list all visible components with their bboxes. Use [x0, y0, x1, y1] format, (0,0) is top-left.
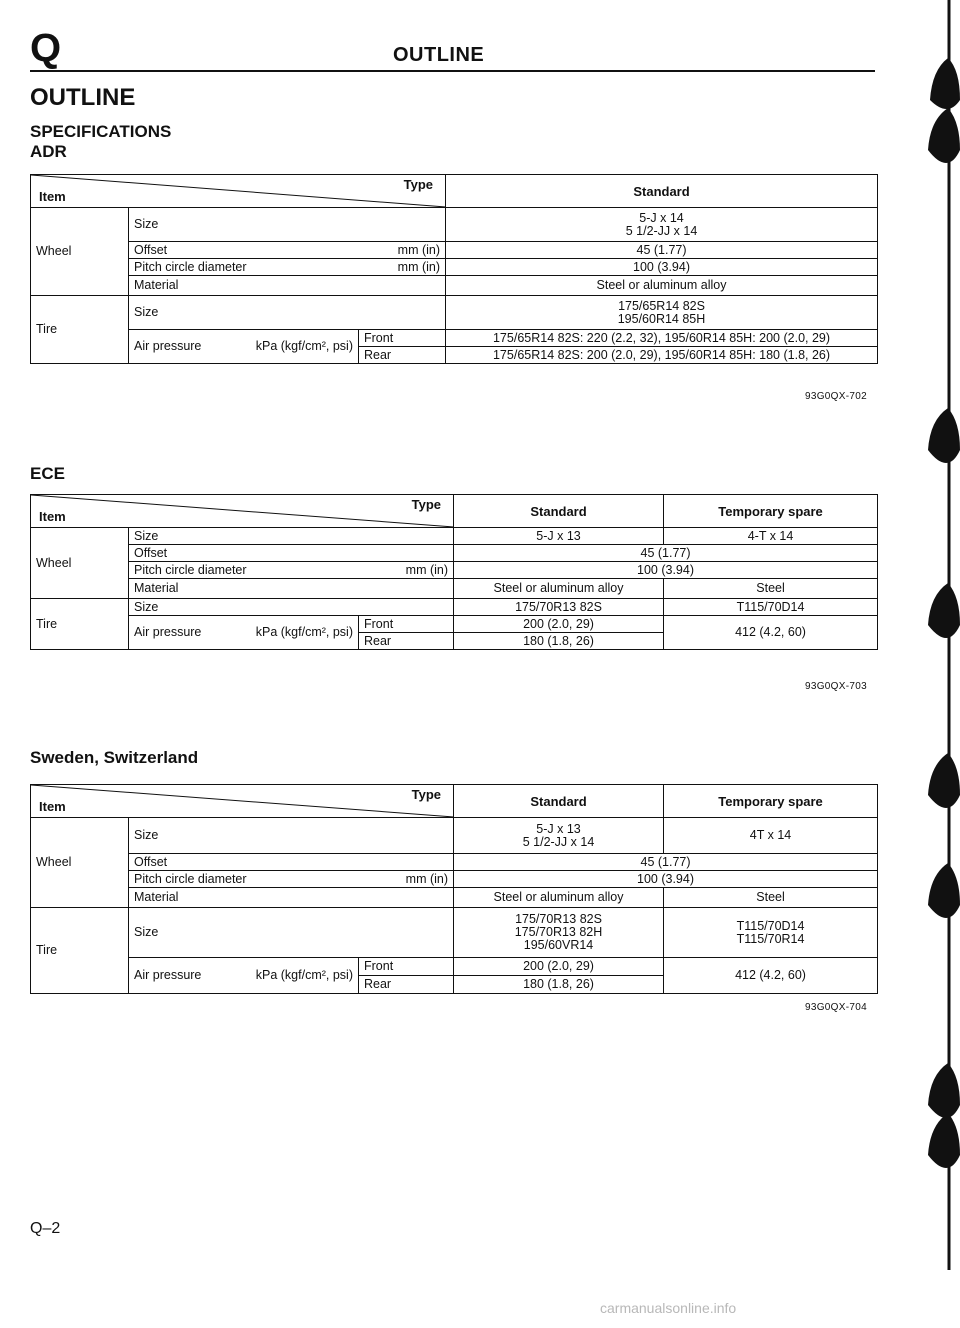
ece-front-pressure: 200 (2.0, 29) — [454, 616, 664, 633]
binder-tab-mark — [928, 753, 960, 808]
adr-offset-value: 45 (1.77) — [446, 242, 878, 259]
tire-size-label: Size — [129, 908, 454, 958]
standard-header: Standard — [454, 495, 664, 528]
adr-pcd-value: 100 (3.94) — [446, 259, 878, 276]
ece-spare-wheel-size-value: 4-T x 14 — [664, 528, 878, 545]
sw-pcd-value: 100 (3.94) — [454, 871, 878, 888]
material-label: Material — [129, 579, 454, 599]
front-label: Front — [359, 330, 446, 347]
binder-tab-mark — [928, 583, 960, 638]
rear-label: Rear — [359, 633, 454, 650]
item-type-header — [31, 495, 454, 528]
diagonal-divider — [31, 175, 446, 207]
item-label: Item — [39, 799, 66, 814]
material-label: Material — [129, 276, 446, 296]
sw-rear-pressure: 180 (1.8, 26) — [454, 976, 664, 994]
binder-tab-mark — [928, 1113, 960, 1168]
diagonal-divider — [31, 785, 454, 817]
ece-spare-pressure: 412 (4.2, 60) — [664, 616, 878, 650]
offset-label: Offset mm (in) — [129, 242, 446, 259]
section-letter: Q — [30, 26, 62, 70]
ece-figure-code: 93G0QX-703 — [805, 681, 867, 692]
sw-figure-code: 93G0QX-704 — [805, 1002, 867, 1013]
adr-figure-code: 93G0QX-702 — [805, 391, 867, 402]
temporary-spare-header: Temporary spare — [664, 495, 878, 528]
tire-size-label: Size — [129, 296, 446, 330]
binder-tab-mark — [930, 58, 960, 109]
sweden-switzerland-spec-table — [30, 784, 878, 994]
item-type-header — [31, 175, 446, 208]
offset-label: Offset — [129, 854, 454, 871]
page-number: Q–2 — [30, 1220, 61, 1237]
adr-material-value: Steel or aluminum alloy — [446, 276, 878, 296]
air-pressure-label: Air pressure kPa (kgf/cm², psi) — [129, 616, 359, 650]
item-label: Item — [39, 509, 66, 524]
ece-spec-table — [30, 494, 878, 650]
sw-front-pressure: 200 (2.0, 29) — [454, 958, 664, 976]
offset-label: Offset — [129, 545, 454, 562]
sw-wheel-size-value: 5-J x 13 5 1/2-JJ x 14 — [454, 818, 664, 854]
sw-spare-pressure: 412 (4.2, 60) — [664, 958, 878, 994]
sw-tire-size-value: 175/70R13 82S 175/70R13 82H 195/60VR14 — [454, 908, 664, 958]
ece-rear-pressure: 180 (1.8, 26) — [454, 633, 664, 650]
sw-spare-tire-size-value: T115/70D14 T115/70R14 — [664, 908, 878, 958]
rear-label: Rear — [359, 347, 446, 364]
wheel-group-label: Wheel — [31, 208, 129, 296]
type-label: Type — [411, 497, 442, 512]
front-label: Front — [359, 616, 454, 633]
material-label: Material — [129, 888, 454, 908]
wheel-size-label: Size — [129, 528, 454, 545]
header-rule — [30, 70, 875, 72]
footer-watermark: carmanualsonline.info — [600, 1300, 737, 1316]
ece-material-value: Steel or aluminum alloy — [454, 579, 664, 599]
ece-spare-material-value: Steel — [664, 579, 878, 599]
sw-offset-value: 45 (1.77) — [454, 854, 878, 871]
rear-label: Rear — [359, 976, 454, 994]
sw-material-value: Steel or aluminum alloy — [454, 888, 664, 908]
front-label: Front — [359, 958, 454, 976]
binder-tab-mark — [928, 408, 960, 463]
adr-tire-size-value: 175/65R14 82S 195/60R14 85H — [446, 296, 878, 330]
section-title: OUTLINE — [30, 84, 136, 111]
wheel-group-label: Wheel — [31, 818, 129, 908]
tire-group-label: Tire — [31, 296, 129, 364]
ece-pcd-value: 100 (3.94) — [454, 562, 878, 579]
temporary-spare-header: Temporary spare — [664, 785, 878, 818]
ece-offset-value: 45 (1.77) — [454, 545, 878, 562]
item-label: Item — [39, 189, 66, 204]
air-pressure-label: Air pressure kPa (kgf/cm², psi) — [129, 958, 359, 994]
tire-size-label: Size — [129, 599, 454, 616]
type-label: Type — [403, 177, 434, 192]
binder-tab-mark — [928, 1063, 960, 1118]
page-header-title: OUTLINE — [393, 44, 485, 66]
standard-header: Standard — [454, 785, 664, 818]
diagonal-divider — [31, 495, 454, 527]
sweden-switzerland-heading: Sweden, Switzerland — [30, 748, 199, 767]
pcd-label: Pitch circle diameter mm (in) — [129, 259, 446, 276]
adr-heading: ADR — [30, 142, 67, 161]
tire-group-label: Tire — [31, 908, 129, 994]
binder-tab-mark — [928, 863, 960, 918]
adr-front-pressure: 175/65R14 82S: 220 (2.2, 32), 195/60R14 85H: 200 (2.0, 29) — [446, 330, 878, 347]
type-label: Type — [411, 787, 442, 802]
wheel-size-label: Size — [129, 818, 454, 854]
adr-rear-pressure: 175/65R14 82S: 200 (2.0, 29), 195/60R14 85H: 180 (1.8, 26) — [446, 347, 878, 364]
sw-spare-wheel-size-value: 4T x 14 — [664, 818, 878, 854]
air-pressure-label: Air pressure kPa (kgf/cm², psi) — [129, 330, 359, 364]
item-type-header — [31, 785, 454, 818]
pcd-label: Pitch circle diameter mm (in) — [129, 562, 454, 579]
binder-edge — [916, 0, 960, 1328]
binder-tab-mark — [928, 108, 960, 163]
standard-header: Standard — [446, 175, 878, 208]
wheel-size-label: Size — [129, 208, 446, 242]
ece-spare-tire-size-value: T115/70D14 — [664, 599, 878, 616]
wheel-group-label: Wheel — [31, 528, 129, 599]
adr-spec-table — [30, 174, 878, 364]
ece-heading: ECE — [30, 464, 65, 483]
specifications-heading: SPECIFICATIONS — [30, 122, 172, 141]
adr-wheel-size-value: 5-J x 14 5 1/2-JJ x 14 — [446, 208, 878, 242]
ece-wheel-size-value: 5-J x 13 — [454, 528, 664, 545]
sw-spare-material-value: Steel — [664, 888, 878, 908]
ece-tire-size-value: 175/70R13 82S — [454, 599, 664, 616]
tire-group-label: Tire — [31, 599, 129, 650]
pcd-label: Pitch circle diameter mm (in) — [129, 871, 454, 888]
